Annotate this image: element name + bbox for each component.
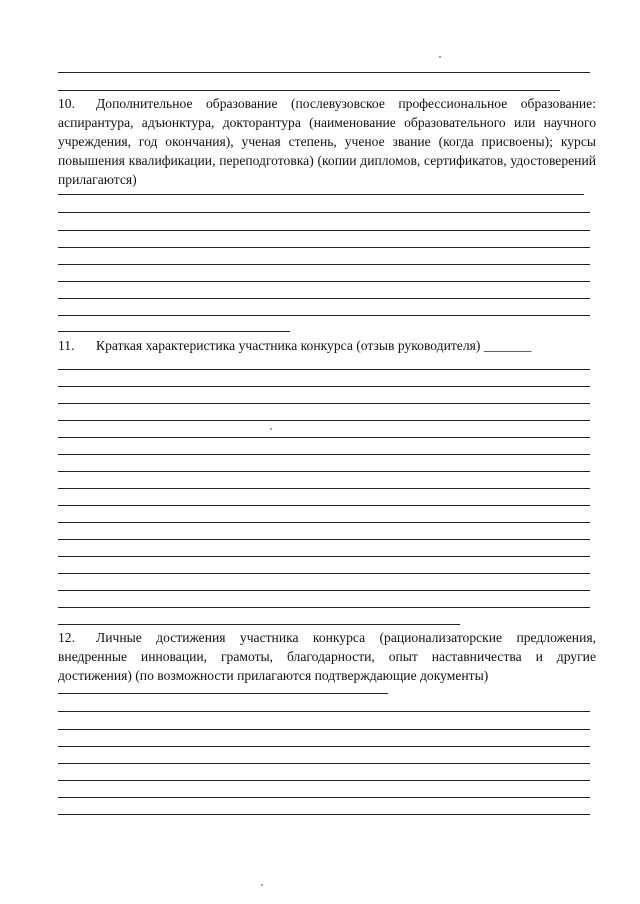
section-body: Дополнительное образование (послевузовское профессиональное образование: аспирантура, адъюнктура, докторантура (наименование образовательного или научного учреждения, год окончания), ученая степень, ученое звание (когда присвоены); курсы повышения квалификации, переподготовка) (копии дипломов, сертификатов, удостоверений прилагаются)	[58, 96, 596, 187]
answer-line[interactable]	[58, 590, 590, 591]
scan-speck	[270, 428, 272, 430]
answer-line[interactable]	[58, 488, 590, 489]
section-11-text	[58, 336, 598, 355]
answer-line[interactable]	[58, 369, 590, 370]
answer-line[interactable]	[58, 315, 590, 316]
section-number: 10.	[58, 96, 75, 111]
answer-line[interactable]	[58, 746, 590, 747]
answer-line[interactable]	[58, 212, 590, 213]
section-number: 11.	[58, 338, 75, 353]
answer-line[interactable]	[58, 814, 590, 815]
answer-line[interactable]	[58, 471, 590, 472]
answer-line[interactable]	[58, 522, 590, 523]
answer-line[interactable]	[58, 556, 590, 557]
section-number: 12.	[58, 630, 75, 645]
trailing-blank[interactable]: _______	[483, 338, 532, 353]
answer-line[interactable]	[58, 403, 590, 404]
answer-line[interactable]	[58, 693, 388, 694]
answer-line[interactable]	[58, 573, 590, 574]
answer-line[interactable]	[58, 624, 460, 625]
answer-line[interactable]	[58, 437, 590, 438]
answer-line[interactable]	[58, 420, 590, 421]
answer-line[interactable]	[58, 331, 290, 332]
answer-line[interactable]	[58, 90, 560, 91]
answer-line[interactable]	[58, 230, 590, 231]
section-10-text	[58, 94, 596, 189]
answer-line[interactable]	[58, 72, 590, 73]
answer-line[interactable]	[58, 729, 590, 730]
answer-line[interactable]	[58, 454, 590, 455]
section-body: Краткая характеристика участника конкурса (отзыв руководителя)	[96, 338, 481, 353]
answer-line[interactable]	[58, 505, 590, 506]
answer-line[interactable]	[58, 607, 590, 608]
answer-line[interactable]	[58, 298, 590, 299]
section-12-text	[58, 628, 596, 685]
answer-line[interactable]	[58, 386, 590, 387]
answer-line[interactable]	[58, 281, 590, 282]
answer-line[interactable]	[58, 780, 590, 781]
answer-line[interactable]	[58, 711, 590, 712]
answer-line[interactable]	[58, 797, 590, 798]
scan-speck	[439, 56, 441, 58]
answer-line[interactable]	[58, 763, 590, 764]
answer-line[interactable]	[58, 264, 590, 265]
answer-line[interactable]	[58, 194, 584, 195]
scan-speck	[261, 884, 263, 886]
answer-line[interactable]	[58, 247, 590, 248]
section-body: Личные достижения участника конкурса (рационализаторские предложения, внедренные инновации, грамоты, благодарности, опыт наставничества и другие достижения) (по возможности прилагаются подтверждающие документы)	[58, 630, 596, 683]
answer-line[interactable]	[58, 539, 590, 540]
